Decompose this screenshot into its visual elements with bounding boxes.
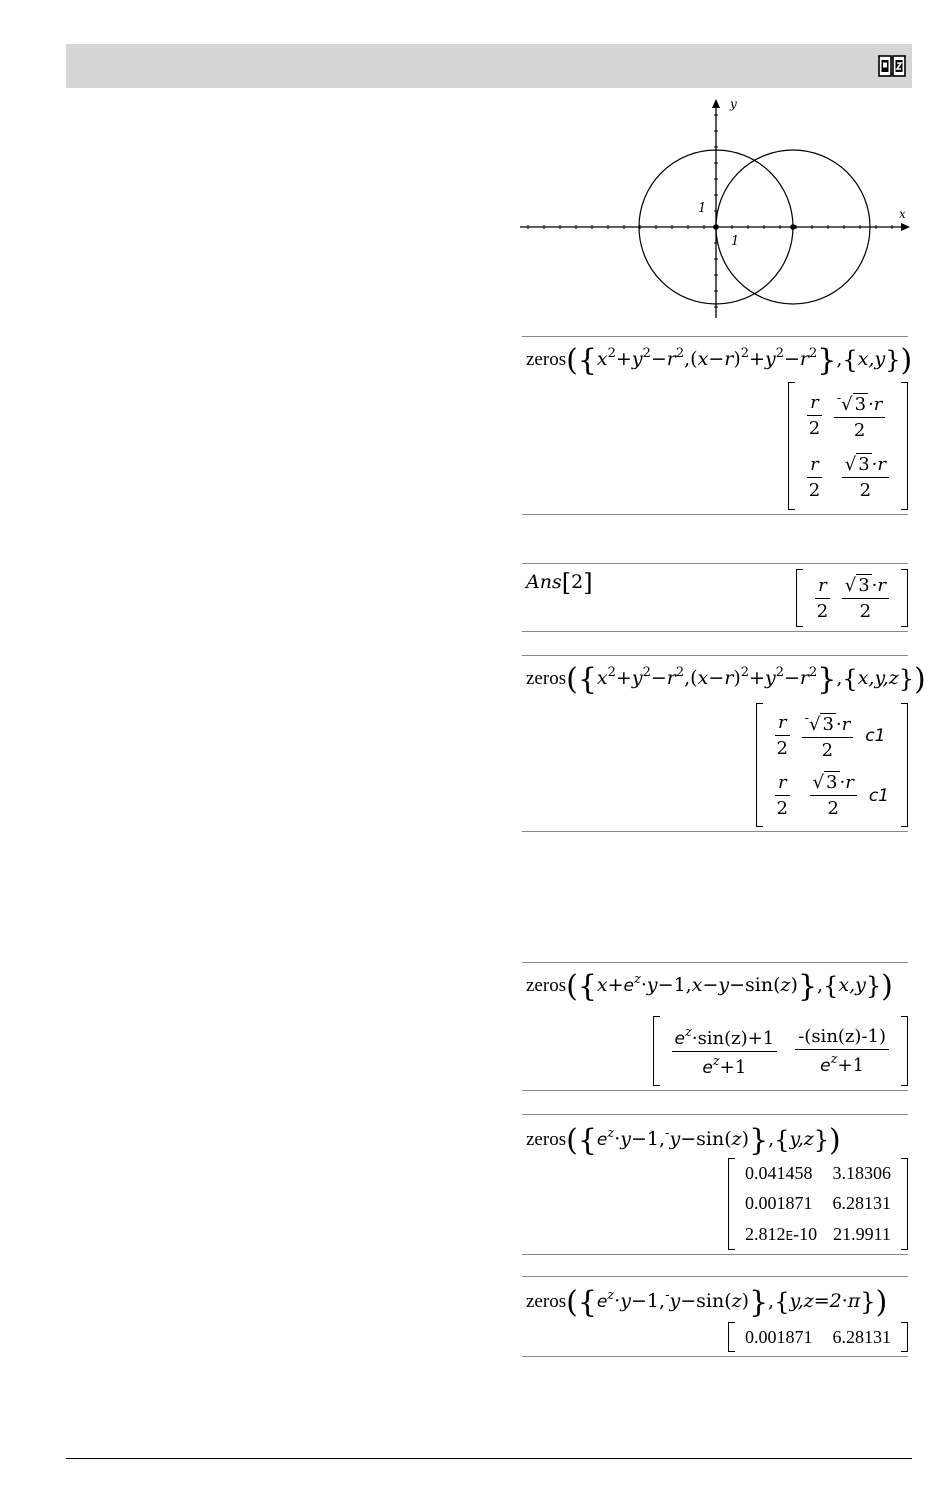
expression-2: Ans[2] — [526, 569, 593, 597]
footer-rule — [66, 1458, 912, 1459]
calc-entry-1 — [522, 336, 913, 516]
x-axis-arrow-icon — [901, 223, 910, 231]
expression-1: $zeros(\{x^2+y^2-r^2,(x-r)^2+y^2-r^2\},\{x,y\})$ — [526, 343, 913, 378]
result-matrix-2: $\frac{r}{2}$ $\frac{√ 3 \cdot r}{2}$ — [796, 569, 908, 627]
expression-4: $zeros(\{x+e^z\cdot y-1,x-y-\sin(z)\},\{x,y\})$ — [526, 969, 893, 1004]
result-matrix-3: $\frac{r}{2}$ $\frac{^-√ 3 \cdot r}{2}$ c1 $\frac{r}{2}$ $\frac{√ 3 \cdot r}{2}$ c1 — [756, 703, 908, 827]
page-header-bar — [66, 44, 912, 88]
circles-graph — [520, 96, 912, 318]
calc-entry-5 — [522, 1114, 908, 1256]
result-matrix-6: 0.001871 6.28131 — [728, 1322, 908, 1352]
result-matrix-4: $\frac{e^z\cdot\sin(z)+1}{e^z+1}$ $\frac{-(\sin(z)-1)}{e^z+1}$ — [653, 1016, 908, 1086]
center-point-r — [790, 224, 796, 230]
result-matrix-5: 0.041458 3.18306 0.001871 6.28131 2.812E-10 21.9911 — [728, 1158, 908, 1250]
expression-5: $zeros(\{e^z\cdot y-1,^-y-\sin(z)\},\{y,z\})$ — [526, 1123, 841, 1158]
expression-3: $zeros(\{x^2+y^2-r^2,(x-r)^2+y^2-r^2\},\{x,y,z\})$ — [526, 662, 926, 697]
calc-entry-6 — [522, 1276, 908, 1358]
y-axis-label: y — [730, 97, 737, 111]
y-axis-arrow-icon — [712, 99, 720, 108]
center-point-origin — [713, 224, 719, 230]
calc-entry-4 — [522, 962, 908, 1092]
result-matrix-1: $\frac{r}{2}$ $\frac{^-√ 3 \cdot r}{2}$ $\frac{r}{2}$ $\frac{√ 3 \cdot r}{2}$ — [788, 382, 908, 510]
calc-entry-3 — [522, 655, 926, 833]
calc-entry-2 — [522, 563, 908, 633]
x-axis-label: x — [899, 207, 906, 221]
x-tick-label: 1 — [731, 234, 740, 249]
expression-6: $zeros(\{e^z\cdot y-1,^-y-\sin(z)\},\{y,z=2\cdot\pi\})$ — [526, 1285, 888, 1320]
y-tick-label: 1 — [698, 201, 707, 216]
book-icon — [878, 54, 906, 78]
